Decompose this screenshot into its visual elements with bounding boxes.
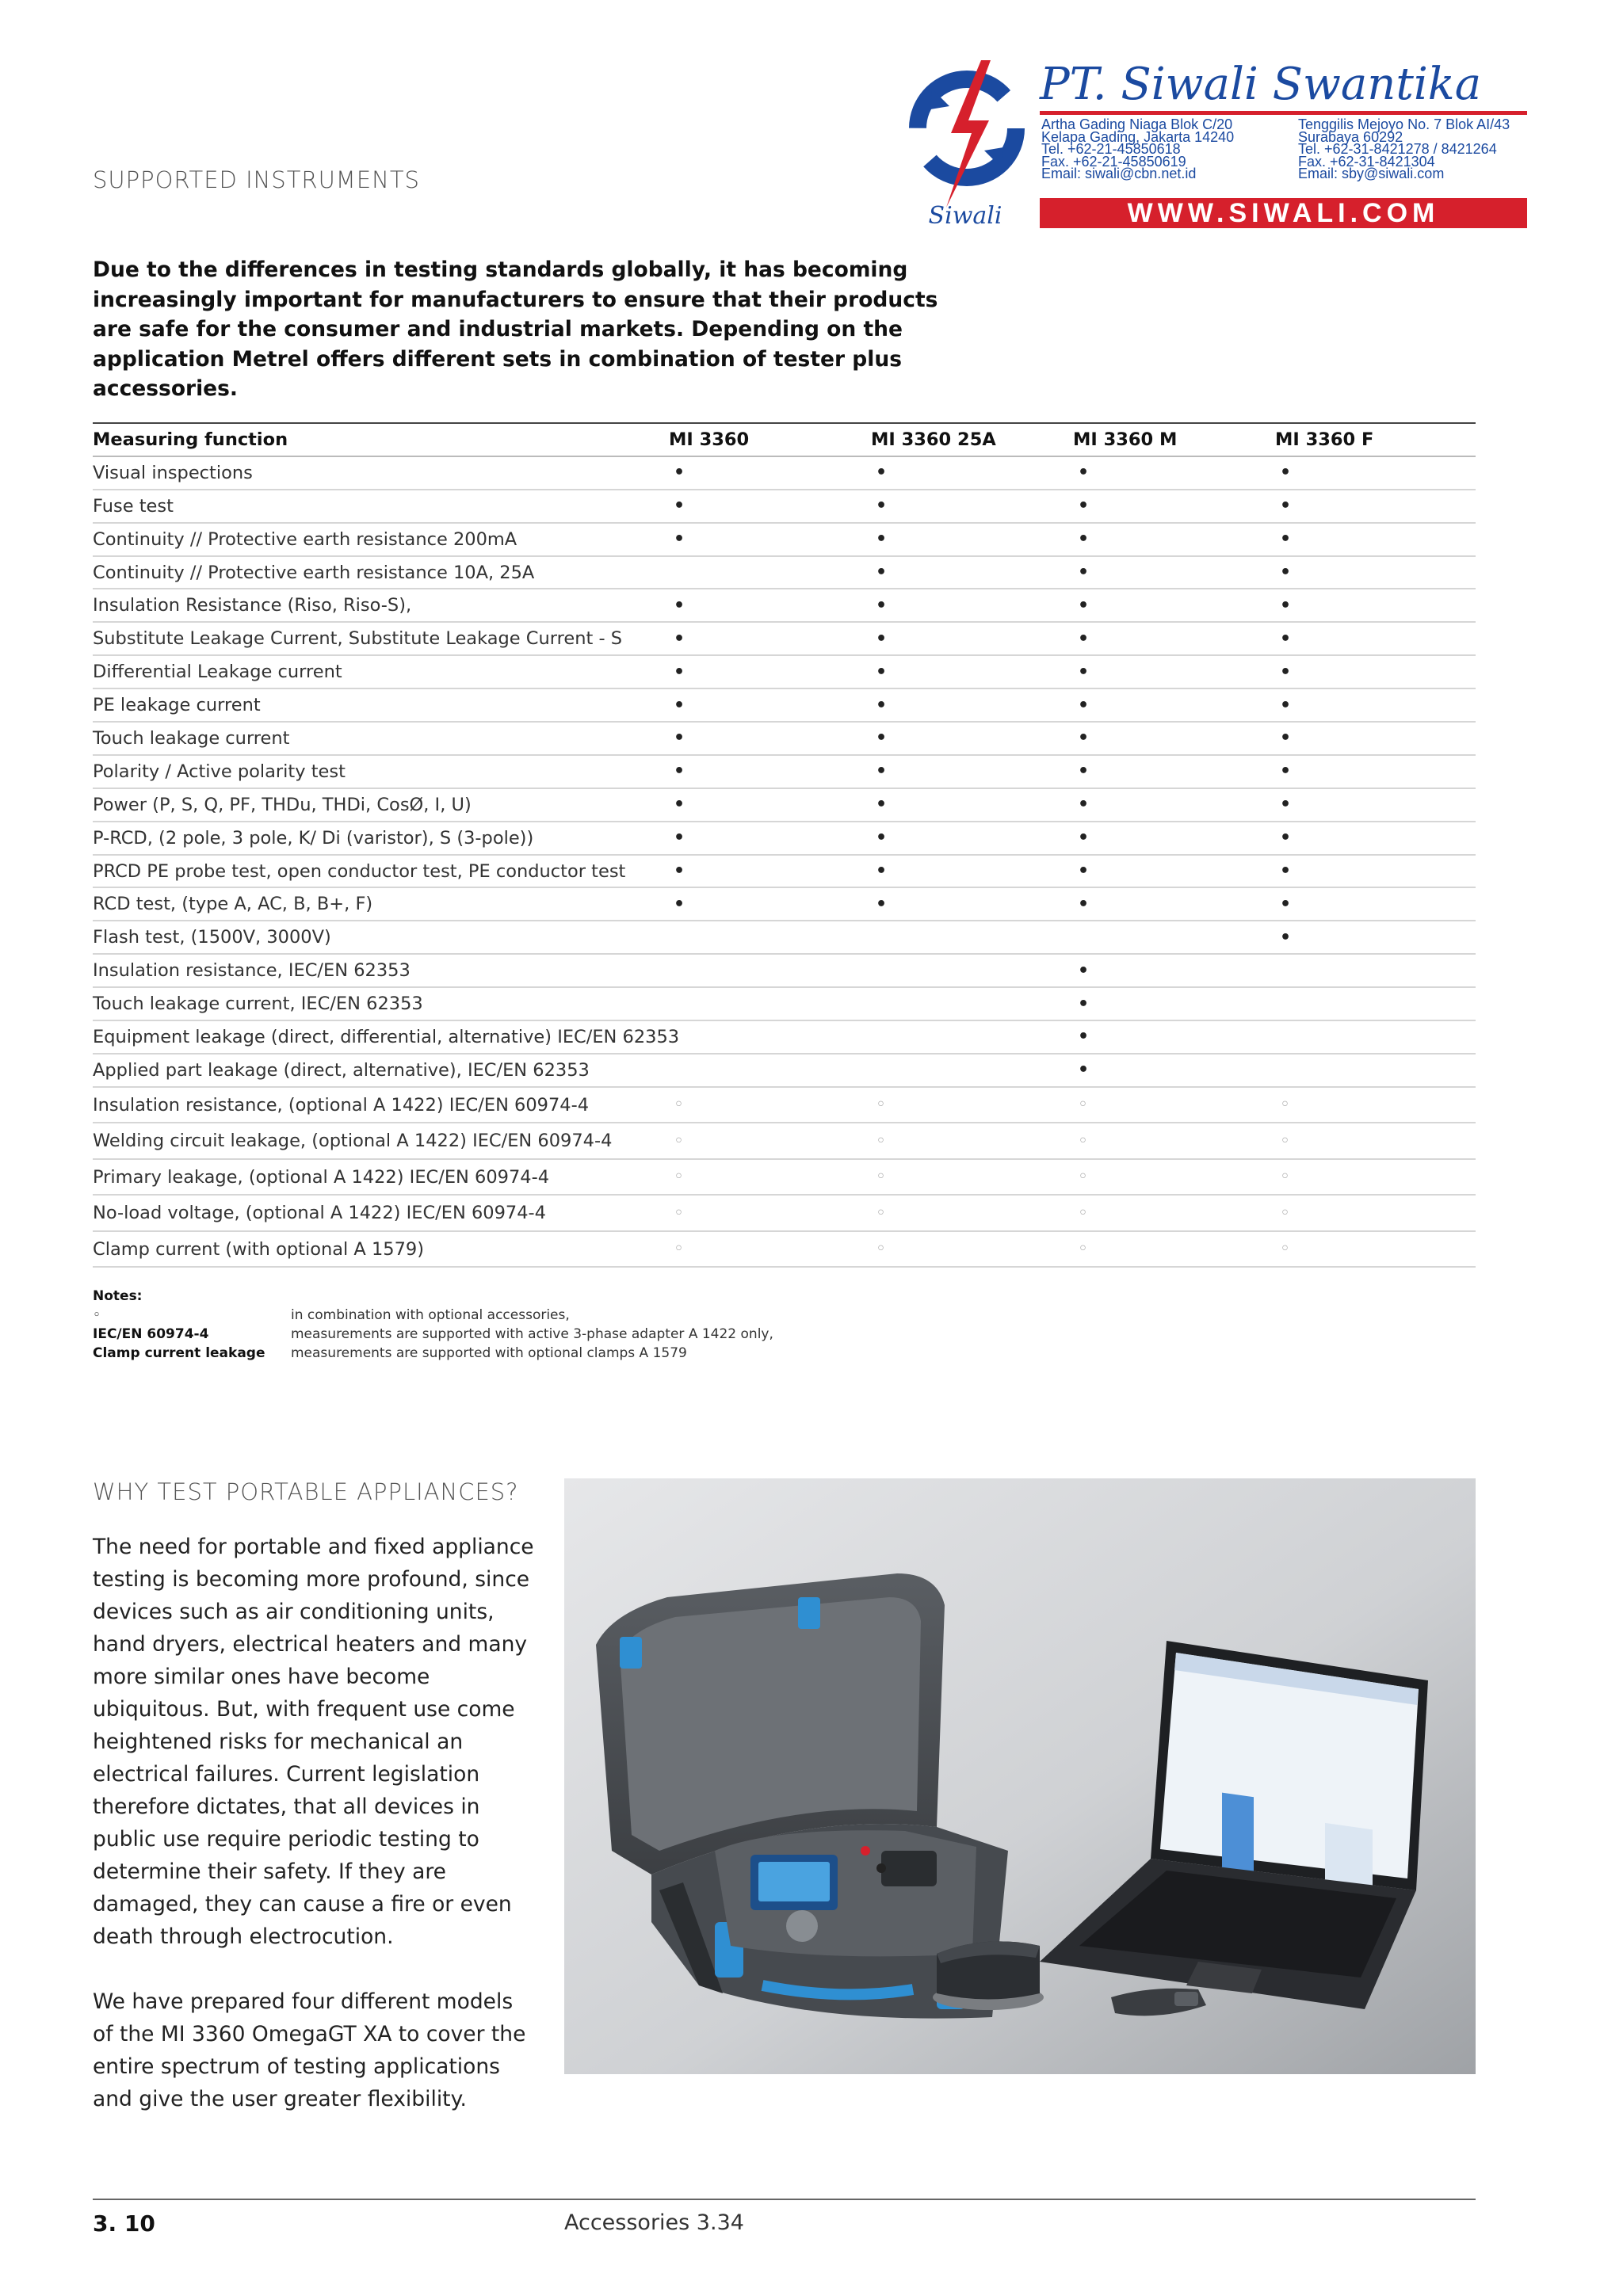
row-label: Touch leakage current, IEC/EN 62353 bbox=[93, 994, 423, 1015]
table-row bbox=[93, 457, 1476, 490]
table-row bbox=[93, 1123, 1476, 1160]
support-mark: • bbox=[1078, 529, 1090, 550]
support-mark: • bbox=[1280, 927, 1292, 948]
support-mark: • bbox=[674, 595, 685, 616]
support-mark: • bbox=[674, 828, 685, 849]
support-mark: • bbox=[674, 496, 685, 517]
support-mark: • bbox=[1280, 529, 1292, 550]
support-mark: • bbox=[876, 761, 888, 782]
support-mark bbox=[1275, 955, 1280, 986]
support-mark: • bbox=[876, 894, 888, 914]
support-mark bbox=[669, 921, 674, 953]
support-mark: • bbox=[1078, 994, 1090, 1014]
table-row bbox=[93, 490, 1476, 524]
row-label: No-load voltage, (optional A 1422) IEC/EN 60974-4 bbox=[93, 1203, 546, 1224]
address-line: Artha Gading Niaga Blok C/20 bbox=[1041, 116, 1233, 132]
support-mark: ◦ bbox=[876, 1131, 886, 1151]
row-label: Insulation Resistance (Riso, Riso-S), bbox=[93, 595, 412, 616]
row-label: Welding circuit leakage, (optional A 1422) IEC/EN 60974-4 bbox=[93, 1131, 613, 1152]
table-row bbox=[93, 1055, 1476, 1088]
table-row bbox=[93, 822, 1476, 856]
note-text: measurements are supported with optional clamps A 1579 bbox=[291, 1345, 687, 1361]
row-label: Power (P, S, Q, PF, THDu, THDi, CosØ, I, U) bbox=[93, 794, 472, 815]
support-mark: • bbox=[674, 795, 685, 815]
company-address-jakarta bbox=[1041, 116, 1235, 181]
table-row bbox=[93, 524, 1476, 557]
address-line: Email: sby@siwali.com bbox=[1298, 166, 1445, 181]
table-row bbox=[93, 756, 1476, 789]
address-line: Tel. +62-21-45850618 bbox=[1041, 141, 1181, 157]
support-mark: ◦ bbox=[1280, 1239, 1290, 1260]
footer-reference: Accessories 3.34 bbox=[564, 2210, 744, 2235]
support-mark: • bbox=[674, 861, 685, 882]
support-mark: ◦ bbox=[876, 1095, 886, 1116]
row-label: Visual inspections bbox=[93, 462, 253, 483]
support-mark: • bbox=[1078, 628, 1090, 649]
row-label: Fuse test bbox=[93, 495, 174, 517]
table-row bbox=[93, 557, 1476, 590]
row-label: Flash test, (1500V, 3000V) bbox=[93, 927, 331, 948]
table-row bbox=[93, 1232, 1476, 1268]
support-mark: • bbox=[1280, 795, 1292, 815]
support-mark: ◦ bbox=[674, 1203, 684, 1223]
note-text: measurements are supported with active 3-phase adapter A 1422 only, bbox=[291, 1326, 773, 1342]
support-mark: ◦ bbox=[876, 1239, 886, 1260]
table-row bbox=[93, 723, 1476, 756]
row-label: Differential Leakage current bbox=[93, 662, 342, 683]
row-label: PRCD PE probe test, open conductor test, PE conductor test bbox=[93, 860, 626, 882]
support-mark: • bbox=[1078, 795, 1090, 815]
printer bbox=[933, 1941, 1044, 2010]
row-label: Primary leakage, (optional A 1422) IEC/EN 60974-4 bbox=[93, 1166, 550, 1188]
support-mark: • bbox=[1280, 463, 1292, 483]
row-label: RCD test, (type A, AC, B, B+, F) bbox=[93, 894, 373, 915]
support-mark: ◦ bbox=[1078, 1203, 1088, 1223]
support-mark: • bbox=[1280, 861, 1292, 882]
table-row bbox=[93, 888, 1476, 921]
support-mark: • bbox=[1280, 828, 1292, 849]
support-mark: ◦ bbox=[674, 1167, 684, 1188]
support-mark: • bbox=[1280, 595, 1292, 616]
support-mark: • bbox=[1078, 662, 1090, 682]
support-mark bbox=[871, 988, 876, 1020]
intro-paragraph: Due to the differences in testing standards globally, it has becoming increasingly important for manufacturers to ensure that their products are safe for the consumer and industrial markets. Depending on the application Metrel offers different sets in combination of tester plus accessories. bbox=[93, 257, 938, 401]
table-row bbox=[93, 1160, 1476, 1196]
support-mark: ◦ bbox=[1280, 1203, 1290, 1223]
support-mark: • bbox=[1078, 1027, 1090, 1047]
address-line: Email: siwali@cbn.net.id bbox=[1041, 166, 1197, 181]
table-row bbox=[93, 623, 1476, 656]
row-label: Clamp current (with optional A 1579) bbox=[93, 1238, 425, 1260]
support-mark: • bbox=[1280, 728, 1292, 749]
support-mark: ◦ bbox=[1280, 1167, 1290, 1188]
support-mark bbox=[669, 955, 674, 986]
support-mark: • bbox=[1078, 595, 1090, 616]
support-mark: ◦ bbox=[876, 1167, 886, 1188]
header-mi-3360-f: MI 3360 F bbox=[1275, 429, 1374, 450]
support-mark: ◦ bbox=[1078, 1167, 1088, 1188]
support-mark: • bbox=[1078, 496, 1090, 517]
table-row bbox=[93, 689, 1476, 723]
support-mark: • bbox=[674, 628, 685, 649]
support-mark: • bbox=[674, 695, 685, 715]
table-row bbox=[93, 988, 1476, 1021]
support-mark: • bbox=[876, 496, 888, 517]
row-label: Applied part leakage (direct, alternative), IEC/EN 62353 bbox=[93, 1059, 590, 1081]
table-row bbox=[93, 1021, 1476, 1055]
header-mi-3360-m: MI 3360 M bbox=[1073, 429, 1178, 450]
support-mark: • bbox=[1280, 894, 1292, 914]
support-mark: • bbox=[1078, 894, 1090, 914]
table-body bbox=[93, 457, 1476, 1268]
note-label: ◦ bbox=[93, 1307, 101, 1323]
support-mark: ◦ bbox=[1078, 1131, 1088, 1151]
support-mark: ◦ bbox=[1078, 1095, 1088, 1116]
support-mark: • bbox=[1078, 728, 1090, 749]
svg-text:Siwali: Siwali bbox=[928, 202, 1002, 230]
company-divider bbox=[1040, 111, 1527, 115]
support-mark: • bbox=[1078, 1060, 1090, 1081]
page-number: 3. 10 bbox=[93, 2210, 155, 2237]
support-mark: ◦ bbox=[674, 1095, 684, 1116]
why-paragraph: The need for portable and fixed appliance testing is becoming more profound, since devices such as air conditioning units, hand dryers, electrical heaters and many more similar ones have become ubiquitous. But, with frequent use come heightened risks for mechanical an electrical failures. Current legislation therefore dictates, that all devices in public use require periodic testing to determine their safety. If they are damaged, they can cause a fire or even death through electrocution. bbox=[93, 1535, 534, 1949]
row-label: Insulation resistance, IEC/EN 62353 bbox=[93, 960, 411, 982]
table-header-row bbox=[93, 424, 1476, 457]
row-label: Polarity / Active polarity test bbox=[93, 761, 346, 782]
support-mark bbox=[871, 921, 876, 953]
row-label: Continuity // Protective earth resistance 200mA bbox=[93, 528, 517, 550]
support-mark bbox=[669, 988, 674, 1020]
support-mark: ◦ bbox=[876, 1203, 886, 1223]
row-label: Continuity // Protective earth resistance 10A, 25A bbox=[93, 562, 535, 583]
support-mark: • bbox=[1280, 695, 1292, 715]
company-name: PT. Siwali Swantika bbox=[1040, 59, 1482, 110]
row-label: Substitute Leakage Current, Substitute Leakage Current - S bbox=[93, 628, 623, 650]
company-address-surabaya bbox=[1298, 116, 1510, 181]
support-mark: • bbox=[876, 628, 888, 649]
support-mark bbox=[871, 1055, 876, 1086]
support-mark bbox=[669, 1055, 674, 1086]
support-mark: • bbox=[674, 463, 685, 483]
support-mark: ◦ bbox=[1280, 1095, 1290, 1116]
support-mark bbox=[1275, 1021, 1280, 1053]
support-mark: ◦ bbox=[1280, 1131, 1290, 1151]
support-mark: • bbox=[876, 828, 888, 849]
support-mark: • bbox=[674, 761, 685, 782]
why-paragraph: We have prepared four different models of the MI 3360 OmegaGT XA to cover the entire spectrum of testing applications and give the user greater flexibility. bbox=[93, 1989, 526, 2111]
note-text: in combination with optional accessories, bbox=[291, 1307, 570, 1323]
support-mark: • bbox=[876, 463, 888, 483]
address-line: Tel. +62-31-8421278 / 8421264 bbox=[1298, 141, 1497, 157]
support-mark: • bbox=[1078, 960, 1090, 981]
support-mark: • bbox=[1078, 861, 1090, 882]
support-mark: ◦ bbox=[1078, 1239, 1088, 1260]
table-row bbox=[93, 1196, 1476, 1232]
support-mark: ◦ bbox=[674, 1131, 684, 1151]
address-line: Fax. +62-21-45850619 bbox=[1041, 153, 1186, 170]
row-label: Insulation resistance, (optional A 1422) IEC/EN 60974-4 bbox=[93, 1094, 590, 1116]
table-row bbox=[93, 589, 1476, 623]
row-label: Equipment leakage (direct, differential, alternative) IEC/EN 62353 bbox=[93, 1026, 680, 1047]
support-mark bbox=[669, 1021, 674, 1053]
support-mark: • bbox=[1280, 662, 1292, 682]
note-label: Clamp current leakage bbox=[93, 1345, 265, 1361]
support-mark: • bbox=[1078, 761, 1090, 782]
address-line: Surabaya 60292 bbox=[1298, 128, 1403, 145]
support-mark: • bbox=[674, 894, 685, 914]
company-logo-block bbox=[896, 57, 1541, 231]
table-row bbox=[93, 921, 1476, 955]
support-mark: • bbox=[674, 728, 685, 749]
support-mark bbox=[871, 955, 876, 986]
address-line: Kelapa Gading, Jakarta 14240 bbox=[1041, 128, 1235, 145]
support-mark: • bbox=[1078, 695, 1090, 715]
header-measuring-function: Measuring function bbox=[93, 429, 288, 450]
support-mark bbox=[1275, 1055, 1280, 1086]
row-label: Touch leakage current bbox=[93, 727, 290, 749]
table-row bbox=[93, 789, 1476, 822]
support-mark bbox=[669, 557, 674, 589]
support-mark: • bbox=[674, 529, 685, 550]
table-row bbox=[93, 1088, 1476, 1124]
support-mark: • bbox=[1078, 563, 1090, 582]
table-row bbox=[93, 856, 1476, 889]
supported-instruments-table bbox=[93, 422, 1476, 1268]
support-mark: • bbox=[876, 595, 888, 616]
header-mi-3360-25a: MI 3360 25A bbox=[871, 429, 996, 450]
support-mark: • bbox=[1280, 761, 1292, 782]
support-mark: • bbox=[674, 662, 685, 682]
support-mark: ◦ bbox=[674, 1239, 684, 1260]
support-mark: • bbox=[876, 563, 888, 582]
notes-title: Notes: bbox=[93, 1288, 143, 1304]
support-mark: • bbox=[876, 662, 888, 682]
address-line: Fax. +62-31-8421304 bbox=[1298, 153, 1435, 170]
support-mark bbox=[871, 1021, 876, 1053]
support-mark: • bbox=[1280, 563, 1292, 582]
why-title: WHY TEST PORTABLE APPLIANCES? bbox=[93, 1478, 519, 1505]
product-photo bbox=[564, 1478, 1476, 2074]
support-mark: • bbox=[876, 861, 888, 882]
support-mark: • bbox=[1078, 463, 1090, 483]
support-mark bbox=[1275, 988, 1280, 1020]
support-mark: • bbox=[876, 695, 888, 715]
table-row bbox=[93, 955, 1476, 988]
header-mi-3360: MI 3360 bbox=[669, 429, 750, 450]
footer-divider bbox=[93, 2199, 1476, 2200]
row-label: PE leakage current bbox=[93, 695, 261, 716]
support-mark: • bbox=[876, 529, 888, 550]
section-title: SUPPORTED INSTRUMENTS bbox=[93, 166, 420, 193]
note-label: IEC/EN 60974-4 bbox=[93, 1326, 209, 1342]
siwali-logo-icon bbox=[896, 57, 1038, 231]
support-mark: • bbox=[876, 728, 888, 749]
table-row bbox=[93, 656, 1476, 689]
support-mark: • bbox=[876, 795, 888, 815]
company-url[interactable]: WWW.SIWALI.COM bbox=[1040, 198, 1527, 228]
support-mark: • bbox=[1280, 628, 1292, 649]
row-label: P-RCD, (2 pole, 3 pole, K/ Di (varistor), S (3-pole)) bbox=[93, 827, 534, 849]
address-line: Tenggilis Mejoyo No. 7 Blok AI/43 bbox=[1298, 116, 1510, 132]
support-mark: • bbox=[1280, 496, 1292, 517]
support-mark: • bbox=[1078, 828, 1090, 849]
support-mark bbox=[1073, 921, 1078, 953]
why-body bbox=[93, 1531, 537, 2148]
